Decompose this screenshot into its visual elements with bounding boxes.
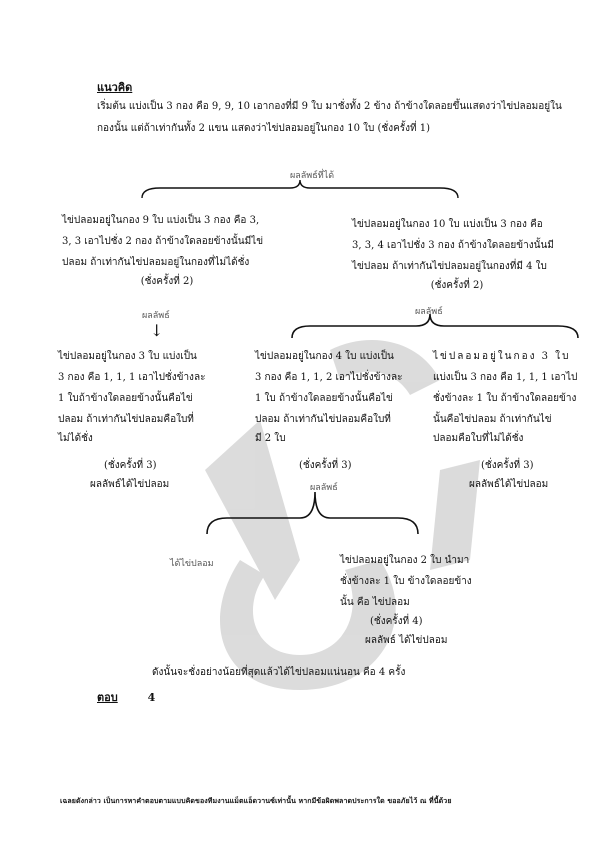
label-result-top: ผลลัพธ์ที่ได้ (290, 171, 335, 181)
case-box-b (255, 348, 427, 474)
case-a-line: 1 ใบถ้าข้างใดลอยข้างนั้นคือไข่ (58, 393, 193, 404)
case-c-line: ชั่งข้างละ 1 ใบ ถ้าข้างใดลอยข้าง (433, 393, 577, 404)
right-case-line: 3, 3, 4 เอาไปชั่ง 3 กอง ถ้าข้างใดลอยข้างนั้นมี (352, 240, 554, 251)
right-case-line: ไข่ปลอม ถ้าเท่ากันไข่ปลอมอยู่ในกองที่มี 4 ใบ (352, 261, 547, 272)
case-d-result: ผลลัพธ์ ได้ไข่ปลอม (365, 635, 448, 646)
case-box-a (58, 348, 230, 493)
case-b-line: ปลอม ถ้าเท่ากันไข่ปลอมคือใบที่ (255, 414, 391, 425)
left-case-line: ไข่ปลอมอยู่ในกอง 9 ใบ แบ่งเป็น 3 กอง คือ 3, (62, 215, 260, 226)
conclusion-text: ดังนั้นจะชั่งอย่างน้อยที่สุดแล้วได้ไข่ปลอมแน่นอน คือ 4 ครั้ง (152, 667, 406, 678)
case-b-line: ไข่ปลอมอยู่ในกอง 4 ใบ แบ่งเป็น (255, 351, 394, 362)
left-case-weigh-count: (ชั่งครั้งที่ 2) (140, 276, 194, 287)
case-b-weigh-count: (ชั่งครั้งที่ 3) (299, 460, 352, 471)
label-result-right: ผลลัพธ์ (415, 307, 443, 317)
solution-heading: แนวคิด (97, 81, 133, 94)
right-case-box (352, 216, 562, 294)
case-a-line: 3 กอง คือ 1, 1, 1 เอาไปชั่งข้างละ (58, 372, 206, 383)
case-c-weigh-count: (ชั่งครั้งที่ 3) (481, 460, 534, 471)
case-a-line: ปลอม ถ้าเท่ากันไข่ปลอมคือใบที่ (58, 414, 194, 425)
label-result-bottom: ผลลัพธ์ (310, 483, 338, 493)
case-b-line: มี 2 ใบ (255, 433, 286, 444)
case-a-weigh-count: (ชั่งครั้งที่ 3) (104, 460, 157, 471)
bottom-brace (205, 488, 420, 536)
left-case-line: 3, 3 เอาไปชั่ง 2 กอง ถ้าข้างใดลอยข้างนั้นมีไข่ (62, 236, 264, 247)
case-d-line: ชั่งข้างละ 1 ใบ ข้างใดลอยข้าง (340, 576, 472, 587)
left-case-box (62, 212, 272, 290)
right-case-weigh-count: (ชั่งครั้งที่ 2) (430, 280, 484, 291)
case-c-result: ผลลัพธ์ได้ไข่ปลอม (469, 479, 549, 490)
right-case-line: ไข่ปลอมอยู่ในกอง 10 ใบ แบ่งเป็น 3 กอง คือ (352, 219, 543, 230)
case-d-weigh-count: (ชั่งครั้งที่ 4) (370, 616, 423, 627)
answer-label: ตอบ (97, 691, 118, 704)
case-b-line: 1 ใบ ถ้าข้างใดลอยข้างนั้นคือไข่ (255, 393, 393, 404)
label-fake-egg-found: ได้ไข่ปลอม (170, 559, 214, 569)
case-a-line: ไม่ได้ชั่ง (58, 433, 93, 444)
case-c-line: ไข่ปลอมอยู่ในกอง 3 ใบ (433, 351, 571, 362)
case-box-d (340, 552, 510, 649)
footer-disclaimer: เฉลยดังกล่าว เป็นการหาคำตอบตามแบบคิดของทีมงานแม็ตแอ็ดวานซ์เท่านั้น หากมีข้อผิดพลาดประการใด ขออภัยไว้ ณ ที่นี้ด้วย (60, 796, 452, 805)
case-d-line: ไข่ปลอมอยู่ในกอง 2 ใบ นำมา (340, 555, 470, 566)
label-result-left: ผลลัพธ์ (142, 311, 170, 321)
intro-paragraph-line-2: กองนั้น แต่ถ้าเท่ากันทั้ง 2 แขน แสดงว่าไข่ปลอมอยู่ในกอง 10 ใบ (ชั่งครั้งที่ 1) (97, 123, 431, 134)
case-c-line: นั้นคือไข่ปลอม ถ้าเท่ากันไข่ (433, 414, 552, 425)
intro-paragraph-line-1: เริ่มต้น แบ่งเป็น 3 กอง คือ 9, 9, 10 เอากองที่มี 9 ใบ มาชั่งทั้ง 2 ข้าง ถ้าข้างใดลอยขึ้นแสดงว่าไข่ปลอมอยู่ใน (97, 101, 562, 112)
answer-value: 4 (147, 691, 156, 704)
case-c-line: ปลอมคือใบที่ไม่ได้ชั่ง (433, 433, 524, 444)
case-d-line: นั้น คือ ไข่ปลอม (340, 597, 410, 608)
case-box-c (433, 348, 583, 493)
left-case-line: ปลอม ถ้าเท่ากันไข่ปลอมอยู่ในกองที่ไม่ได้ชั่ง (62, 257, 250, 268)
case-c-line: แบ่งเป็น 3 กอง คือ 1, 1, 1 เอาไป (433, 372, 578, 383)
answer-line (97, 690, 155, 706)
case-b-line: 3 กอง คือ 1, 1, 2 เอาไปชั่งข้างละ (255, 372, 403, 383)
down-arrow-icon: ↓ (150, 321, 164, 340)
case-a-line: ไข่ปลอมอยู่ในกอง 3 ใบ แบ่งเป็น (58, 351, 197, 362)
case-a-result: ผลลัพธ์ได้ไข่ปลอม (90, 479, 170, 490)
